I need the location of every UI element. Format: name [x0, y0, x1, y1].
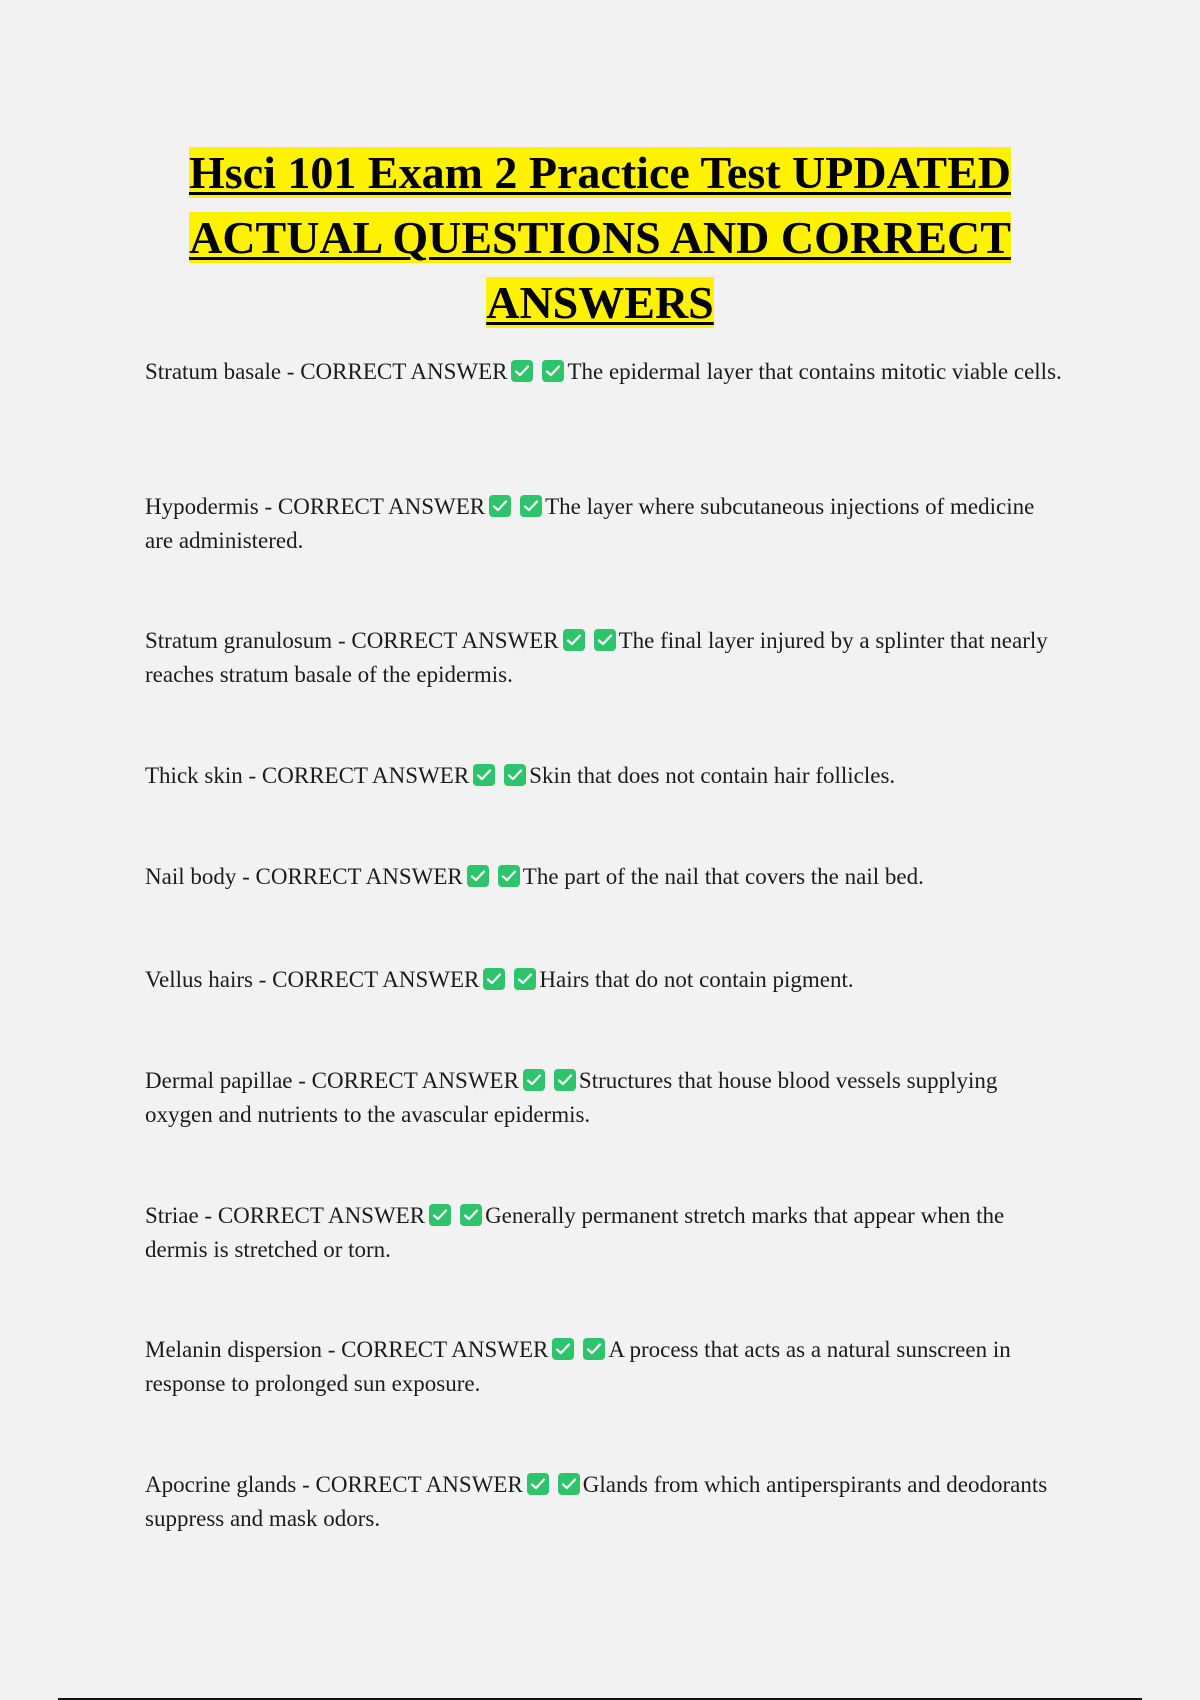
answer-marker: - CORRECT ANSWER	[242, 864, 463, 889]
entry-answer: Structures that house blood vessels supplying oxygen and nutrients to the avascular epidermis.	[145, 1068, 998, 1127]
check-mark-icon	[527, 1473, 549, 1495]
answer-marker: - CORRECT ANSWER	[248, 763, 470, 788]
check-mark-icon	[473, 764, 495, 786]
check-mark-icon	[498, 865, 520, 887]
qa-entry	[145, 1333, 1065, 1401]
check-mark-icon	[489, 495, 511, 517]
answer-marker: - CORRECT ANSWER	[302, 1472, 523, 1497]
check-mark-icon	[483, 968, 505, 990]
check-mark-icon	[460, 1204, 482, 1226]
check-mark-icon	[504, 764, 526, 786]
entry-answer: A process that acts as a natural sunscreen in response to prolonged sun exposure.	[145, 1337, 1011, 1396]
answer-marker: - CORRECT ANSWER	[258, 967, 480, 992]
answer-marker: - CORRECT ANSWER	[204, 1203, 426, 1228]
qa-entry	[145, 1199, 1065, 1267]
entry-answer: Generally permanent stretch marks that appear when the dermis is stretched or torn.	[145, 1203, 1005, 1262]
entry-answer: The part of the nail that covers the nail bed.	[522, 864, 924, 889]
check-mark-icon	[511, 360, 533, 382]
qa-entry	[145, 963, 1065, 997]
check-mark-icon	[542, 360, 564, 382]
entry-term: Nail body	[145, 864, 237, 889]
entry-term: Apocrine glands	[145, 1472, 297, 1497]
entry-answer: Hairs that do not contain pigment.	[539, 967, 854, 992]
check-mark-icon	[520, 495, 542, 517]
answer-marker: - CORRECT ANSWER	[264, 494, 486, 519]
check-mark-icon	[552, 1338, 574, 1360]
title-line-3: ANSWERS	[486, 277, 714, 328]
entry-term: Thick skin	[145, 763, 243, 788]
entry-answer: The final layer injured by a splinter that nearly reaches stratum basale of the epidermis.	[145, 628, 1048, 687]
check-mark-icon	[514, 968, 536, 990]
check-mark-icon	[467, 865, 489, 887]
answer-marker: - CORRECT ANSWER	[327, 1337, 549, 1362]
entry-term: Dermal papillae	[145, 1068, 293, 1093]
entry-term: Striae	[145, 1203, 199, 1228]
entry-answer: The epidermal layer that contains mitotic viable cells.	[567, 359, 1062, 384]
title-line-2: ACTUAL QUESTIONS AND CORRECT	[189, 212, 1011, 263]
entry-answer: Skin that does not contain hair follicles.	[529, 763, 896, 788]
title-line-1: Hsci 101 Exam 2 Practice Test UPDATED	[189, 147, 1011, 198]
qa-entry	[145, 355, 1065, 389]
answer-marker: - CORRECT ANSWER	[298, 1068, 519, 1093]
answer-marker: - CORRECT ANSWER	[286, 359, 508, 384]
qa-entry	[145, 860, 1065, 894]
qa-entry	[145, 624, 1065, 692]
check-mark-icon	[554, 1069, 576, 1091]
check-mark-icon	[523, 1069, 545, 1091]
check-mark-icon	[583, 1338, 605, 1360]
qa-entry	[145, 1064, 1065, 1132]
check-mark-icon	[594, 629, 616, 651]
entry-term: Melanin dispersion	[145, 1337, 322, 1362]
qa-entry	[145, 759, 1065, 793]
entry-answer: The layer where subcutaneous injections of medicine are administered.	[145, 494, 1035, 553]
answer-marker: - CORRECT ANSWER	[337, 628, 559, 653]
check-mark-icon	[429, 1204, 451, 1226]
entry-term: Hypodermis	[145, 494, 259, 519]
document-title	[145, 140, 1055, 335]
qa-entry	[145, 1468, 1065, 1536]
entry-term: Vellus hairs	[145, 967, 253, 992]
qa-entry	[145, 490, 1065, 558]
entry-term: Stratum basale	[145, 359, 282, 384]
check-mark-icon	[558, 1473, 580, 1495]
check-mark-icon	[563, 629, 585, 651]
entry-answer: Glands from which antiperspirants and deodorants suppress and mask odors.	[145, 1472, 1048, 1531]
entry-term: Stratum granulosum	[145, 628, 333, 653]
